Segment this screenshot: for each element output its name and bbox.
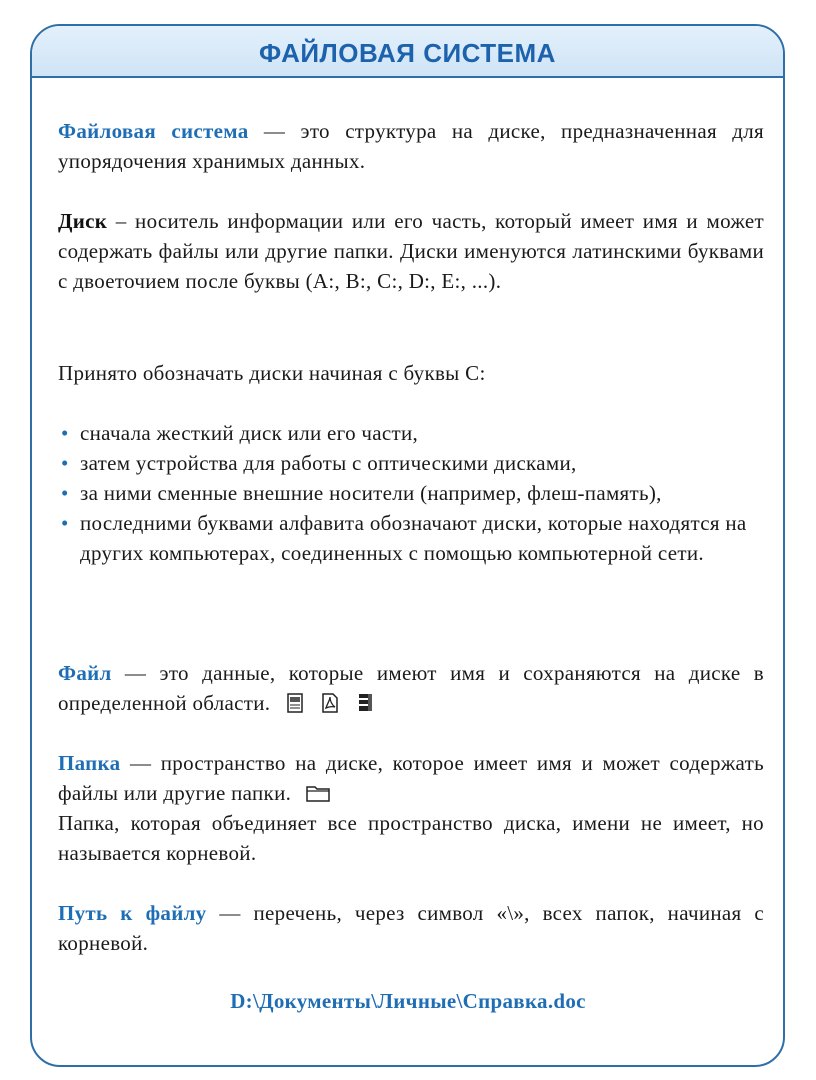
archive-icon	[355, 692, 377, 722]
card-header	[32, 26, 783, 78]
convention-text: Принято обозначать диски начиная с буквы C:	[58, 361, 486, 385]
folder-term: Папка	[58, 751, 121, 775]
path-definition	[58, 898, 764, 958]
list-item: • последними буквами алфавита обозначают диски, которые находятся на других компьютерах, соединенных с помощью компьютерной сети.	[58, 508, 768, 568]
page-title: ФАЙЛОВАЯ СИСТЕМА	[259, 38, 556, 68]
bullet-icon: •	[61, 451, 69, 475]
pdf-icon	[319, 692, 341, 722]
disk-text: – носитель информации или его часть, который имеет имя и может содержать файлы или другие папки. Диски именуются латинскими буквами с двоеточием после буквы (A:, B:, C:, D:, E:, ...).	[58, 209, 764, 293]
disk-definition	[58, 206, 764, 296]
path-example: D:\Документы\Личные\Справка.doc	[230, 989, 586, 1013]
bullet-icon: •	[61, 481, 69, 505]
bullet-icon: •	[61, 421, 69, 445]
disk-order-list	[58, 418, 768, 568]
list-item: • затем устройства для работы с оптическими дисками,	[58, 448, 768, 478]
path-text: — перечень, через символ «\», всех папок, начиная с корневой.	[58, 901, 764, 955]
file-term: Файл	[58, 661, 112, 685]
path-term: Путь к файлу	[58, 901, 207, 925]
folder-definition	[58, 748, 764, 812]
file-definition	[58, 658, 764, 722]
disk-term: Диск	[58, 209, 108, 233]
fs-text: — это структура на диске, предназначенная для упорядочения хранимых данных.	[58, 119, 765, 173]
list-item: • сначала жесткий диск или его части,	[58, 418, 768, 448]
file-text: — это данные, которые имеют имя и сохраняются на диске в определенной области.	[58, 661, 764, 715]
fs-definition	[58, 116, 764, 176]
list-item: • за ними сменные внешние носители (например, флеш-память),	[58, 478, 768, 508]
bullet-icon: •	[61, 511, 69, 535]
document-icon	[284, 692, 306, 722]
root-folder-text: Папка, которая объединяет все пространство диска, имени не имеет, но называется корневой.	[58, 811, 764, 865]
folder-text: — пространство на диске, которое имеет имя и может содержать файлы или другие папки.	[58, 751, 764, 805]
fs-term: Файловая система	[58, 119, 249, 143]
